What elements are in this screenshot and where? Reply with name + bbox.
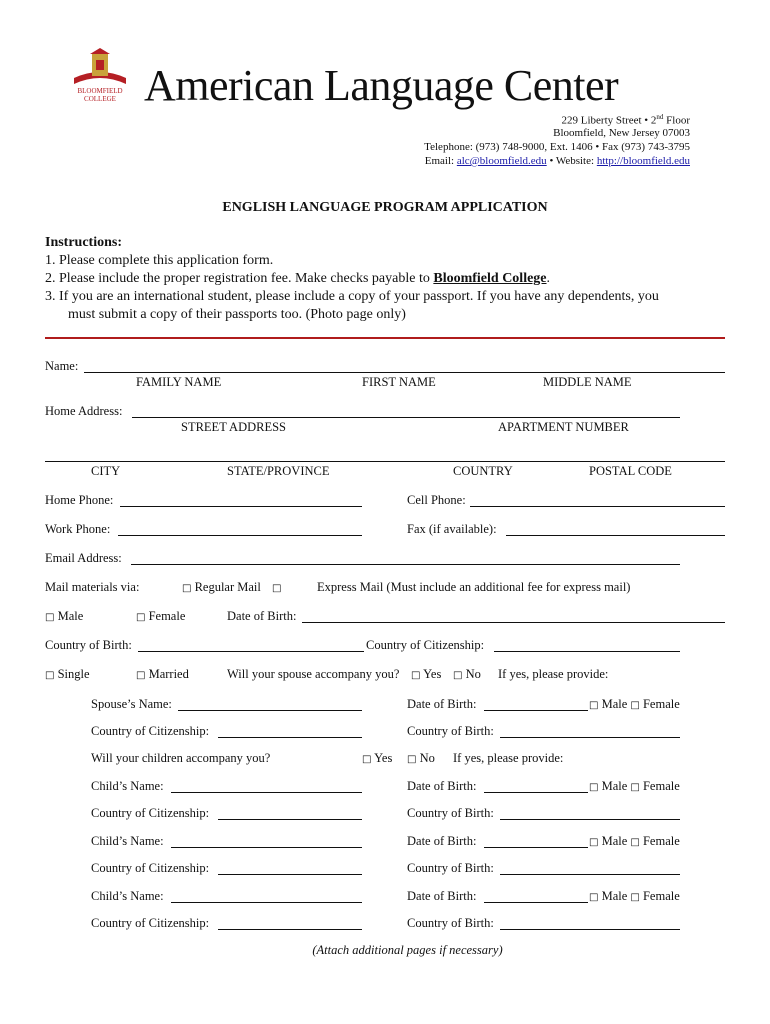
work-phone-field[interactable] <box>118 535 362 536</box>
child-citizenship-field[interactable] <box>218 874 362 875</box>
mail-via-label: Mail materials via: <box>45 580 140 594</box>
checkbox-icon: □ <box>182 583 192 594</box>
country-citizenship-label: Country of Citizenship: <box>366 638 485 652</box>
fax-field[interactable] <box>506 535 725 536</box>
checkbox-icon: □ <box>136 670 146 681</box>
single-option[interactable]: □ Single <box>45 667 90 681</box>
child-birth-country-label: Country of Birth: <box>407 916 494 930</box>
address-city: Bloomfield, New Jersey 07003 <box>553 127 690 139</box>
website-link[interactable]: http://bloomfield.edu <box>596 155 690 167</box>
child-citizenship-label: Country of Citizenship: <box>91 806 210 820</box>
instruction-3: 3. If you are an international student, please include a copy of your passport. If you have any dependents, you <box>45 289 659 304</box>
family-name-caption: FAMILY NAME <box>136 375 222 389</box>
female-option[interactable]: □ Female <box>136 609 186 623</box>
child-citizenship-label: Country of Citizenship: <box>91 861 210 875</box>
checkbox-icon: □ <box>589 782 599 793</box>
child-birth-country-field[interactable] <box>500 929 680 930</box>
country-birth-field[interactable] <box>138 651 364 652</box>
home-phone-field[interactable] <box>120 506 362 507</box>
child-birth-country-label: Country of Birth: <box>407 806 494 820</box>
home-address-field[interactable] <box>132 417 680 418</box>
cell-phone-label: Cell Phone: <box>407 493 466 507</box>
checkbox-icon: □ <box>411 670 421 681</box>
checkbox-icon: □ <box>45 612 55 623</box>
checkbox-icon: □ <box>453 670 463 681</box>
footer-note: (Attach additional pages if necessary) <box>312 943 503 957</box>
child-name-field[interactable] <box>171 792 362 793</box>
fax-label: Fax (if available): <box>407 522 497 536</box>
child-name-label: Child’s Name: <box>91 779 164 793</box>
apartment-number-caption: APARTMENT NUMBER <box>498 420 629 434</box>
spouse-birth-country-field[interactable] <box>500 737 680 738</box>
spouse-question: Will your spouse accompany you? <box>227 667 400 681</box>
page-title: American Language Center <box>144 61 619 110</box>
checkbox-icon: □ <box>589 892 599 903</box>
child-gender-options[interactable]: □ Male □ Female <box>589 889 680 903</box>
express-mail-checkbox[interactable] <box>272 580 281 595</box>
child-birth-country-field[interactable] <box>500 874 680 875</box>
spouse-dob-field[interactable] <box>484 710 588 711</box>
country-caption: COUNTRY <box>453 464 513 478</box>
children-no-option[interactable]: □ No <box>407 751 435 765</box>
spouse-birth-country-label: Country of Birth: <box>407 724 494 738</box>
street-address-caption: STREET ADDRESS <box>181 420 286 434</box>
city-caption: CITY <box>91 464 121 478</box>
spouse-gender-options[interactable]: □ Male □ Female <box>589 697 680 711</box>
svg-text:BLOOMFIELD: BLOOMFIELD <box>77 87 123 95</box>
spouse-name-label: Spouse’s Name: <box>91 697 172 711</box>
middle-name-caption: MIDDLE NAME <box>543 375 632 389</box>
country-birth-label: Country of Birth: <box>45 638 132 652</box>
child-name-label: Child’s Name: <box>91 889 164 903</box>
child-gender-options[interactable]: □ Male □ Female <box>589 834 680 848</box>
child-citizenship-field[interactable] <box>218 929 362 930</box>
email-field[interactable] <box>131 564 680 565</box>
child-dob-field[interactable] <box>484 847 588 848</box>
cell-phone-field[interactable] <box>470 506 725 507</box>
checkbox-icon: □ <box>630 700 640 711</box>
checkbox-icon: □ <box>589 837 599 848</box>
work-phone-label: Work Phone: <box>45 522 111 536</box>
instruction-2: 2. Please include the proper registration fee. Make checks payable to Bloomfield College. <box>45 271 551 286</box>
checkbox-icon: □ <box>589 700 599 711</box>
children-if-yes: If yes, please provide: <box>453 751 564 765</box>
spouse-dob-label: Date of Birth: <box>407 697 477 711</box>
address-phone: Telephone: (973) 748-9000, Ext. 1406 • Fax (973) 743-3795 <box>424 141 690 153</box>
child-dob-label: Date of Birth: <box>407 889 477 903</box>
child-birth-country-field[interactable] <box>500 819 680 820</box>
svg-text:COLLEGE: COLLEGE <box>84 95 116 103</box>
home-phone-label: Home Phone: <box>45 493 114 507</box>
child-name-field[interactable] <box>171 902 362 903</box>
child-dob-field[interactable] <box>484 792 588 793</box>
checkbox-icon: □ <box>630 782 640 793</box>
name-label: Name: <box>45 359 79 373</box>
form-title: ENGLISH LANGUAGE PROGRAM APPLICATION <box>222 200 548 215</box>
bloomfield-college-logo <box>68 48 132 104</box>
checkbox-icon: □ <box>45 670 55 681</box>
name-field[interactable] <box>84 372 725 373</box>
city-line-field[interactable] <box>45 461 725 462</box>
child-dob-field[interactable] <box>484 902 588 903</box>
instruction-1: 1. Please complete this application form. <box>45 253 274 268</box>
instructions-label: Instructions: <box>45 235 123 250</box>
email-link[interactable]: alc@bloomfield.edu <box>456 155 547 167</box>
male-option[interactable]: □ Male <box>45 609 84 623</box>
email-label: Email Address: <box>45 551 122 565</box>
home-address-label: Home Address: <box>45 404 123 418</box>
state-caption: STATE/PROVINCE <box>227 464 330 478</box>
checkbox-icon: □ <box>272 583 282 594</box>
first-name-caption: FIRST NAME <box>362 375 436 389</box>
child-citizenship-field[interactable] <box>218 819 362 820</box>
instruction-3-cont: must submit a copy of their passports too. (Photo page only) <box>68 307 406 322</box>
checkbox-icon: □ <box>407 754 417 765</box>
checkbox-icon: □ <box>630 892 640 903</box>
postal-caption: POSTAL CODE <box>589 464 672 478</box>
express-mail-label: Express Mail (Must include an additional fee for express mail) <box>317 580 631 594</box>
child-name-field[interactable] <box>171 847 362 848</box>
child-birth-country-label: Country of Birth: <box>407 861 494 875</box>
regular-mail-option[interactable]: □ Regular Mail <box>182 580 261 594</box>
payee-name: Bloomfield College <box>433 271 547 286</box>
child-dob-label: Date of Birth: <box>407 834 477 848</box>
children-question: Will your children accompany you? <box>91 751 271 765</box>
dob-label: Date of Birth: <box>227 609 297 623</box>
spouse-yes-option[interactable]: □ Yes <box>411 667 442 681</box>
child-gender-options[interactable]: □ Male □ Female <box>589 779 680 793</box>
country-citizenship-field[interactable] <box>494 651 680 652</box>
checkbox-icon: □ <box>362 754 372 765</box>
section-divider <box>45 337 725 339</box>
checkbox-icon: □ <box>630 837 640 848</box>
children-yes-option[interactable]: □ Yes <box>362 751 393 765</box>
spouse-citizenship-field[interactable] <box>218 737 362 738</box>
spouse-no-option[interactable]: □ No <box>453 667 481 681</box>
spouse-if-yes: If yes, please provide: <box>498 667 609 681</box>
address-street: 229 Liberty Street • 2nd Floor <box>561 113 690 127</box>
checkbox-icon: □ <box>136 612 146 623</box>
child-name-label: Child’s Name: <box>91 834 164 848</box>
child-dob-label: Date of Birth: <box>407 779 477 793</box>
child-citizenship-label: Country of Citizenship: <box>91 916 210 930</box>
spouse-citizenship-label: Country of Citizenship: <box>91 724 210 738</box>
dob-field[interactable] <box>302 622 725 623</box>
address-contact: Email: alc@bloomfield.edu • Website: http://bloomfield.edu <box>424 155 690 167</box>
married-option[interactable]: □ Married <box>136 667 189 681</box>
spouse-name-field[interactable] <box>178 710 362 711</box>
